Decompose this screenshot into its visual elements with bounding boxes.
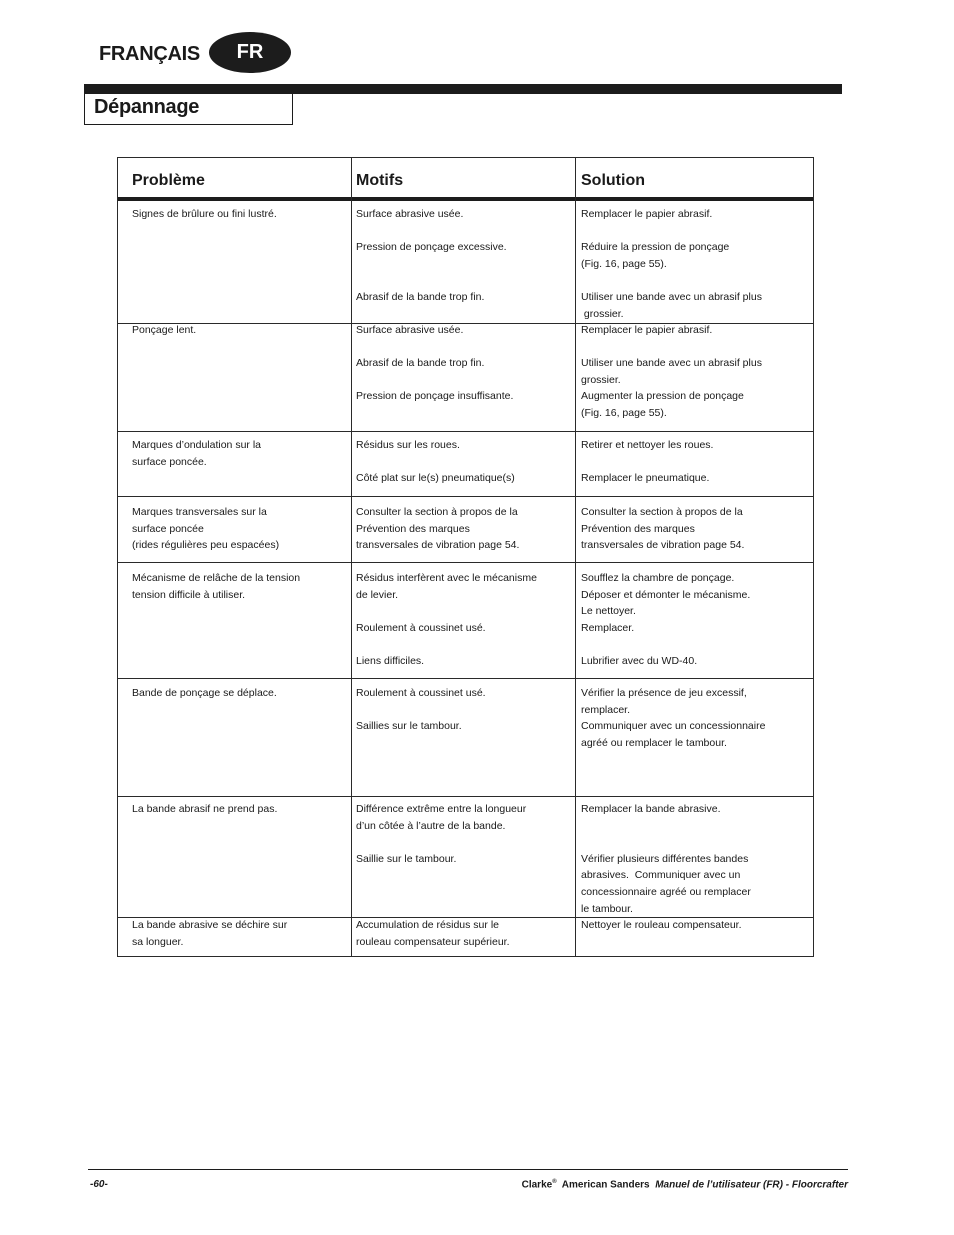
solution-cell: Soufflez la chambre de ponçage. Déposer et démonter le mécanisme. Le nettoyer. Remplacer. Lubrifier avec du WD-40. (581, 572, 751, 667)
section-title: Dépannage (94, 96, 200, 118)
cause-cell: Différence extrême entre la longueur d’un côtée à l’autre de la bande. Saillie sur le tambour. (356, 803, 527, 865)
language-label: FRANÇAIS (99, 43, 200, 65)
solution-cell: Nettoyer le rouleau compensateur. (581, 919, 742, 931)
cause-cell: Surface abrasive usée. Abrasif de la bande trop fin. Pression de ponçage insuffisante. (356, 324, 514, 403)
header-divider (118, 197, 813, 201)
solution-cell: Retirer et nettoyer les roues. Remplacer le pneumatique. (581, 439, 714, 485)
row-divider (118, 562, 813, 563)
language-badge: FR (209, 32, 291, 73)
row-divider (118, 796, 813, 797)
problem-cell: Signes de brûlure ou fini lustré. (132, 208, 277, 220)
problem-cell: Marques d’ondulation sur la surface poncée. (132, 439, 261, 468)
solution-cell: Consulter la section à propos de la Prévention des marques transversales de vibration page 54. (581, 506, 745, 552)
cause-cell: Résidus sur les roues. Côté plat sur le(s) pneumatique(s) (356, 439, 515, 485)
problem-cell: Mécanisme de relâche de la tension tension difficile à utiliser. (132, 572, 301, 601)
row-divider (118, 496, 813, 497)
page-number: -60- (90, 1179, 108, 1190)
footer-publication (522, 1179, 848, 1190)
solution-cell: Remplacer la bande abrasive. Vérifier plusieurs différentes bandes abrasives. Communiquer avec un concessionnaire agréé ou remplacer le tambour. (581, 803, 751, 915)
solution-cell: Remplacer le papier abrasif. Utiliser une bande avec un abrasif plus grossier. Augmenter la pression de ponçage (Fig. 16, page 55). (581, 324, 762, 419)
column-divider (575, 158, 576, 956)
cause-cell: Accumulation de résidus sur le rouleau compensateur supérieur. (356, 919, 510, 948)
cause-cell: Roulement à coussinet usé. Saillies sur le tambour. (356, 687, 486, 733)
solution-cell: Remplacer le papier abrasif. Réduire la pression de ponçage (Fig. 16, page 55). Utiliser une bande avec un abrasif plus grossier. (581, 208, 762, 320)
row-divider (118, 678, 813, 679)
problem-cell: La bande abrasive se déchire sur sa longuer. (132, 919, 288, 948)
problem-cell: Ponçage lent. (132, 324, 197, 336)
cause-cell: Résidus interfèrent avec le mécanisme de levier. Roulement à coussinet usé. Liens difficiles. (356, 572, 537, 667)
registered-mark: ® (552, 1179, 557, 1185)
column-divider (351, 158, 352, 956)
footer-company: American Sanders (561, 1179, 650, 1191)
problem-cell: La bande abrasif ne prend pas. (132, 803, 278, 815)
problem-cell: Marques transversales sur la surface poncée (rides régulières peu espacées) (132, 506, 280, 552)
footer-rule (88, 1169, 848, 1170)
column-header-causes: Motifs (356, 172, 404, 189)
troubleshooting-table (117, 157, 814, 957)
solution-cell: Vérifier la présence de jeu excessif, remplacer. Communiquer avec un concessionnaire agréé ou remplacer le tambour. (581, 687, 766, 749)
column-header-problem: Problème (132, 172, 205, 189)
row-divider (118, 431, 813, 432)
column-header-solution: Solution (581, 172, 645, 189)
footer-brand: Clarke (521, 1179, 553, 1191)
cause-cell: Consulter la section à propos de la Prévention des marques transversales de vibration page 54. (356, 506, 520, 552)
footer-manual-title: Manuel de l’utilisateur (FR) - Floorcrafter (655, 1179, 848, 1191)
cause-cell: Surface abrasive usée. Pression de ponçage excessive. Abrasif de la bande trop fin. (356, 208, 507, 303)
problem-cell: Bande de ponçage se déplace. (132, 687, 277, 699)
